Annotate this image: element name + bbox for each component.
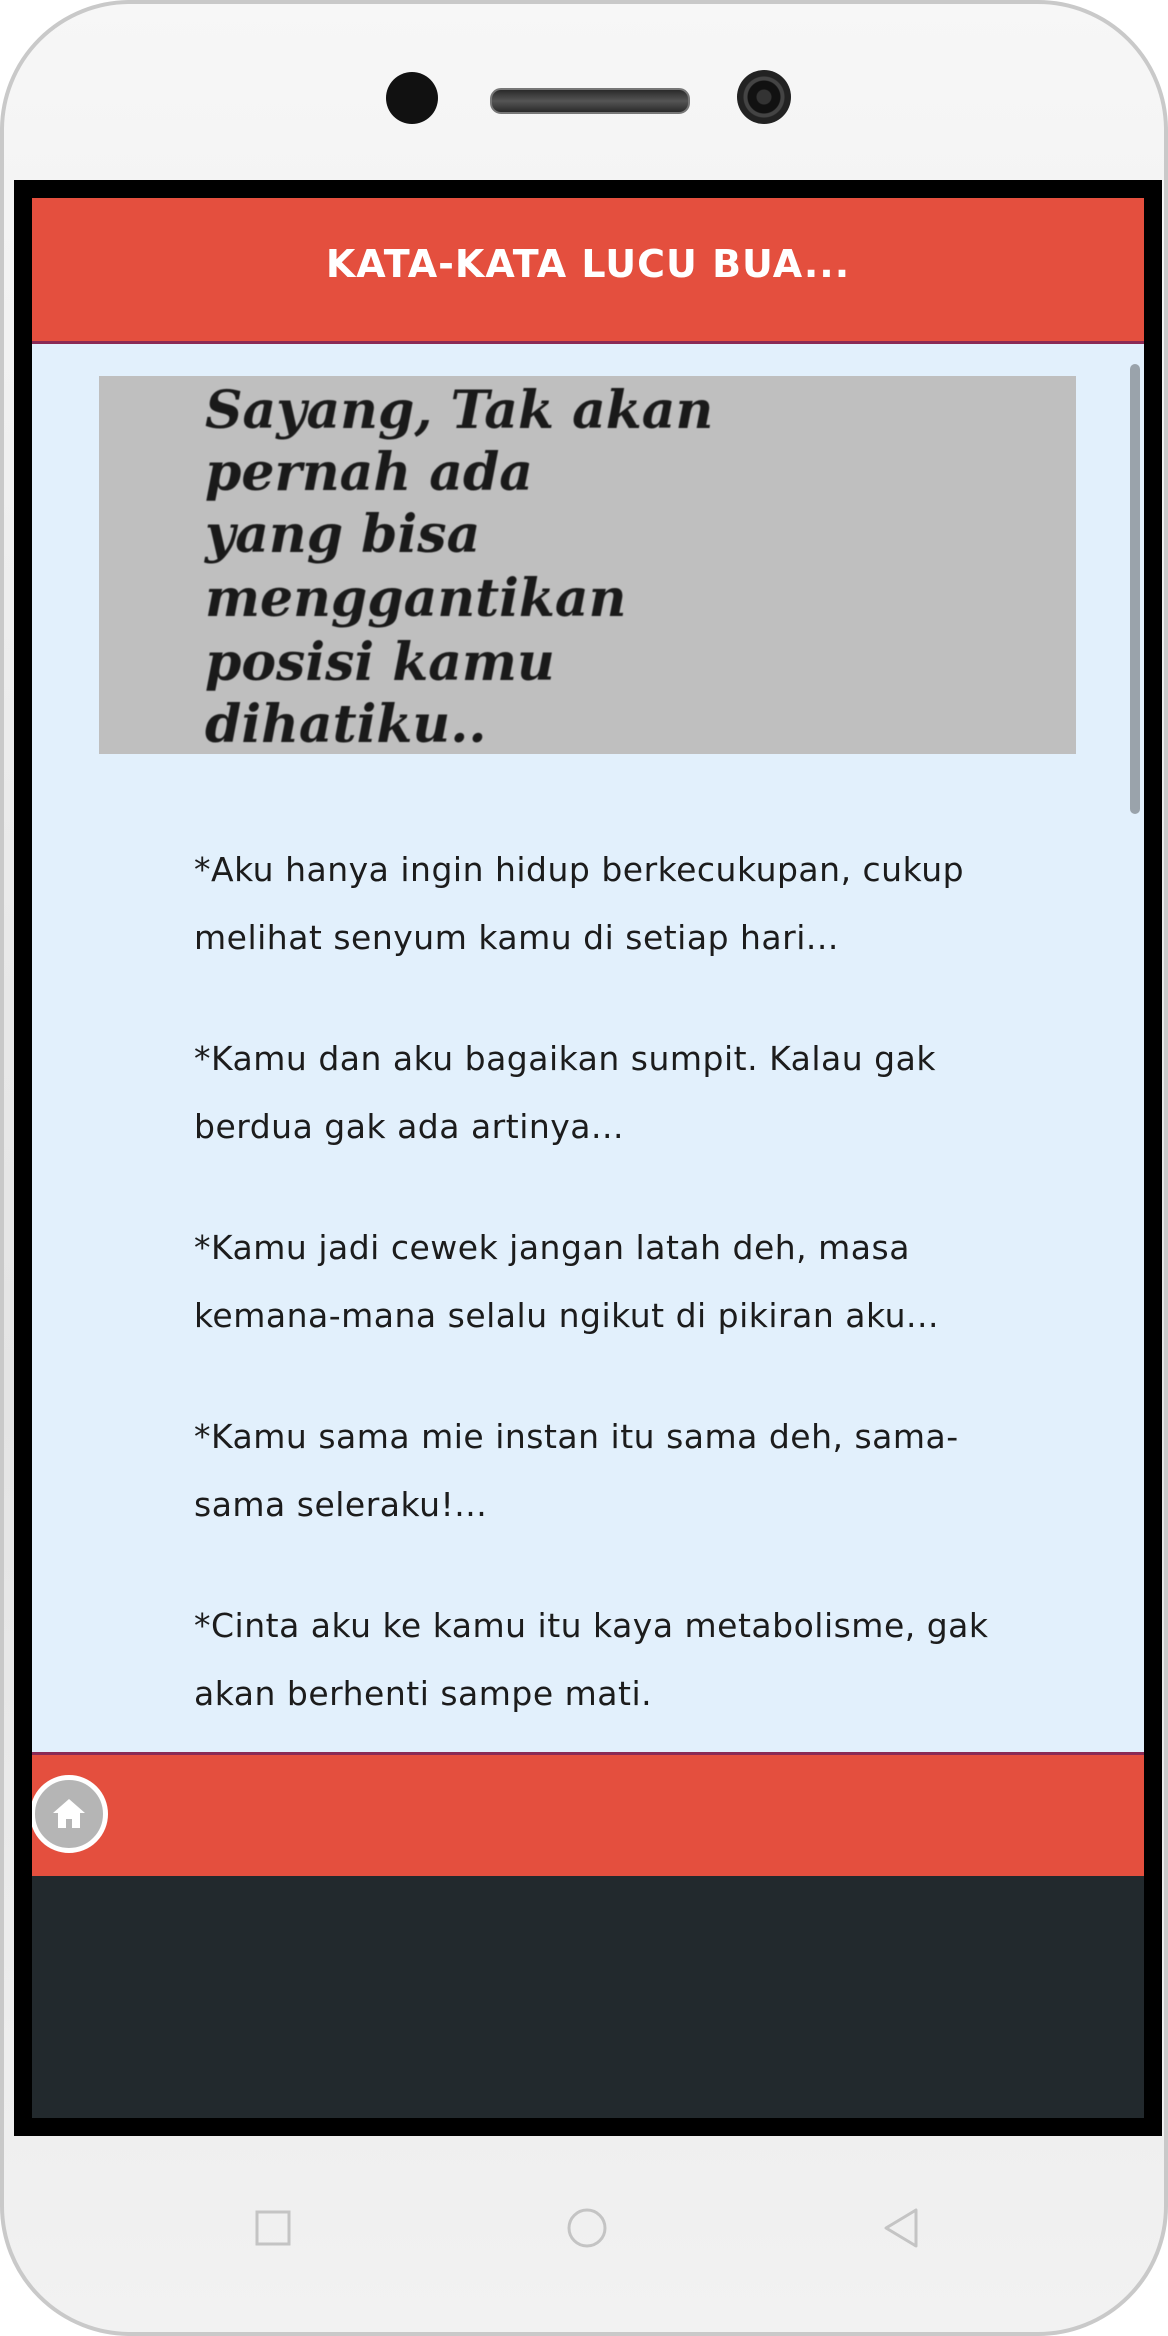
content-area[interactable] [32, 344, 1144, 1752]
home-nav-button[interactable] [565, 2206, 609, 2250]
quote-paragraph: *Kamu jadi cewek jangan latah deh, masa kemana-mana selalu ngikut di pikiran aku... [194, 1228, 939, 1335]
quote-line: yang bisa [205, 504, 481, 565]
triangle-back-icon [880, 2206, 924, 2250]
system-nav-bar [4, 2136, 1168, 2336]
quote-line: Sayang, Tak akan [205, 380, 714, 441]
quote-paragraph: *Cinta aku ke kamu itu kaya metabolisme, gak akan berhenti sampe mati. [194, 1606, 989, 1713]
quote-image [99, 376, 1076, 754]
earpiece-speaker [490, 88, 690, 114]
quote-paragraph: *Kamu dan aku bagaikan sumpit. Kalau gak berdua gak ada artinya... [194, 1039, 936, 1146]
home-icon [49, 1794, 89, 1834]
quote-line: dihatiku.. [205, 694, 487, 754]
quote-line: posisi kamu [205, 632, 555, 693]
app-bar [32, 198, 1144, 344]
quote-paragraph: *Kamu sama mie instan itu sama deh, sama-sama seleraku!... [194, 1417, 959, 1524]
quote-paragraph: *Aku hanya ingin hidup berkecukupan, cukup melihat senyum kamu di setiap hari... [194, 850, 965, 957]
quote-line: pernah ada [205, 442, 533, 503]
proximity-sensor [386, 72, 438, 124]
front-camera [737, 70, 791, 124]
page-title: KATA-KATA LUCU BUA... [325, 242, 851, 286]
recents-button[interactable] [251, 2206, 295, 2250]
quote-line: menggantikan [205, 568, 627, 629]
circle-icon [565, 2206, 609, 2250]
ad-banner-area [32, 1876, 1144, 2118]
scrollbar-thumb[interactable] [1130, 364, 1140, 814]
app-screen [32, 198, 1144, 2118]
back-button[interactable] [880, 2206, 924, 2250]
square-icon [253, 2208, 293, 2248]
bottom-bar [32, 1752, 1144, 1876]
home-button[interactable] [32, 1775, 108, 1853]
